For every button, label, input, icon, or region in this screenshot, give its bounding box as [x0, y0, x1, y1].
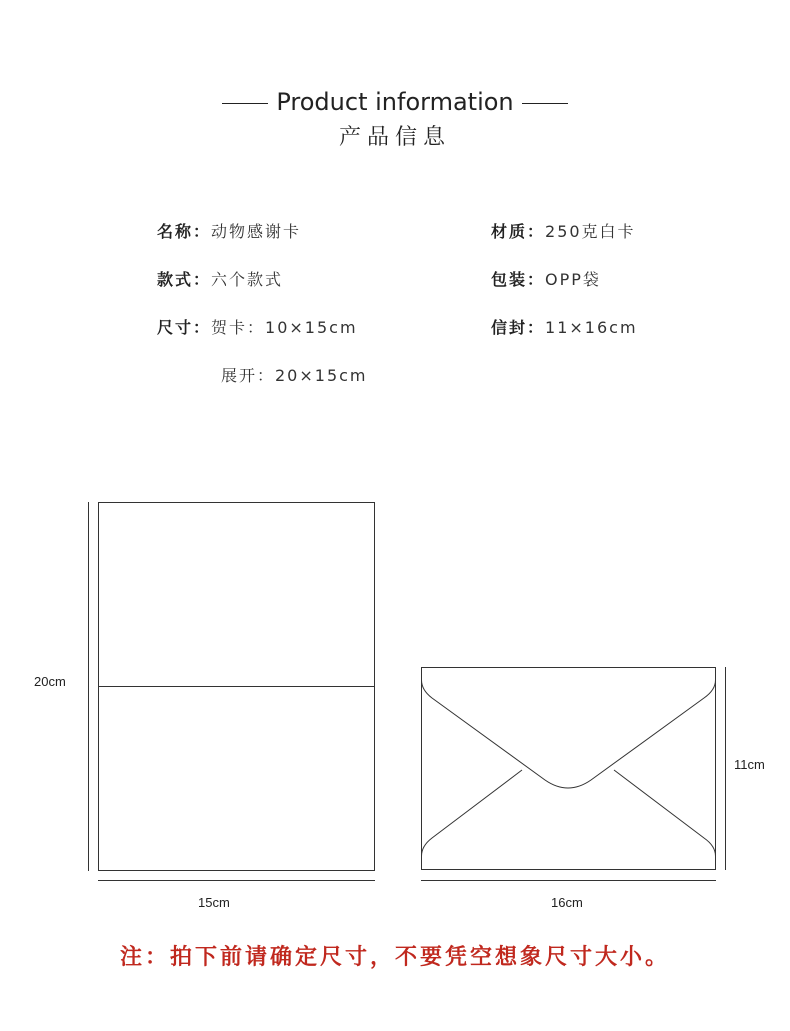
spec-size-open: 展开：20×15cm	[221, 366, 368, 385]
spec-envelope-value: 11×16cm	[545, 318, 638, 337]
envelope-flap	[422, 680, 716, 788]
card-height-label: 20cm	[34, 674, 66, 689]
spec-size-card: 贺卡：10×15cm	[211, 318, 358, 337]
size-note: 注：拍下前请确定尺寸，不要凭空想象尺寸大小。	[119, 945, 670, 970]
spec-style-value: 六个款式	[211, 270, 284, 289]
spec-material-value: 250克白卡	[545, 222, 636, 241]
spec-size-key: 尺寸：	[157, 318, 212, 337]
title-en-text: Product information	[276, 88, 514, 116]
envelope-fold-left	[422, 770, 523, 856]
spec-name-key: 名称：	[157, 222, 212, 241]
spec-envelope-key: 信封：	[491, 318, 546, 337]
spec-material-key: 材质：	[491, 222, 546, 241]
spec-packaging-value: OPP袋	[545, 270, 601, 289]
envelope-outline	[422, 668, 716, 870]
envelope-fold-right	[614, 770, 716, 856]
spec-packaging-key: 包装：	[491, 270, 546, 289]
card-width-label: 15cm	[198, 895, 230, 910]
page-title-cn: 产品信息	[338, 125, 451, 150]
spec-style-key: 款式：	[157, 270, 212, 289]
spec-name-value: 动物感谢卡	[211, 222, 302, 241]
envelope-height-label: 11cm	[734, 757, 765, 772]
envelope-width-label: 16cm	[551, 895, 583, 910]
